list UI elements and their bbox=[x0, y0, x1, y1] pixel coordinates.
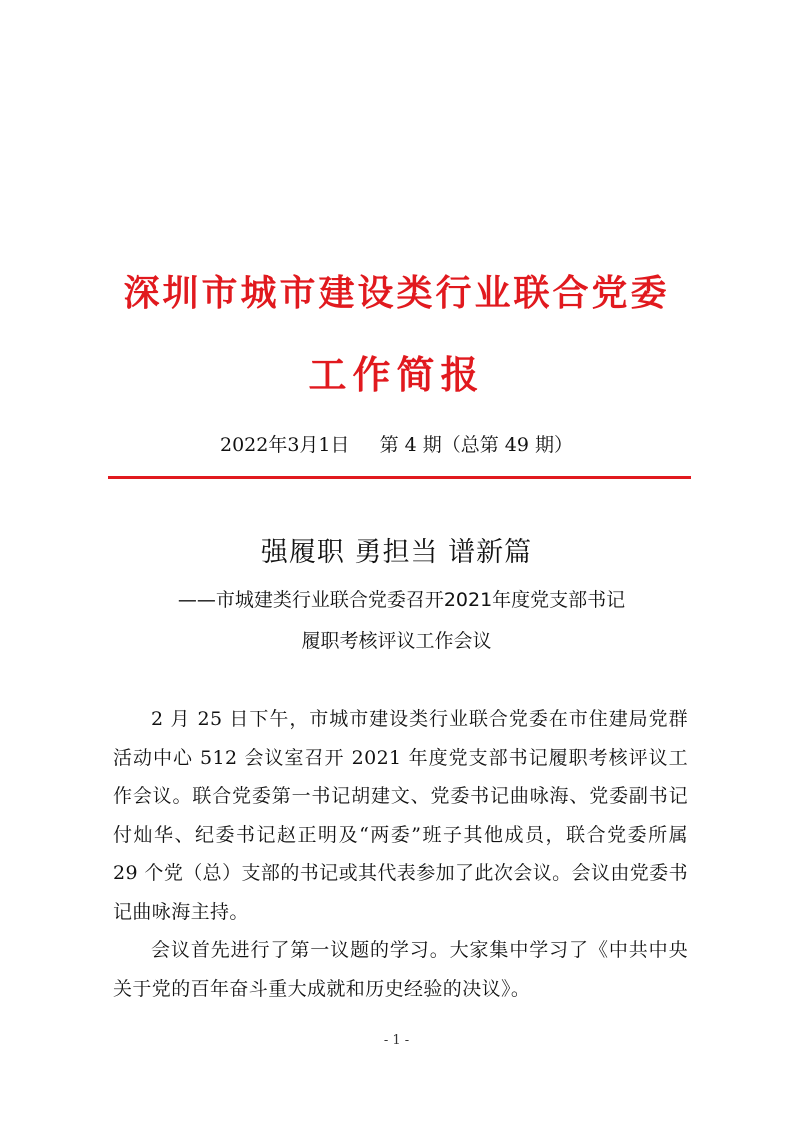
red-divider-rule bbox=[108, 476, 691, 479]
org-title: 深圳市城市建设类行业联合党委 bbox=[123, 273, 670, 314]
page-number: - 1 - bbox=[383, 1033, 410, 1048]
issue-line bbox=[0, 432, 793, 458]
bulletin-title: 工作简报 bbox=[308, 353, 485, 397]
issue-date: 2022年3月1日 bbox=[219, 434, 350, 456]
body-paragraph: 会议首先进行了第一议题的学习。大家集中学习了《中共中央关于党的百年奋斗重大成就和历史经验的决议》。 bbox=[113, 939, 688, 1000]
article-body bbox=[113, 700, 688, 1008]
article-subtitle-line-1: ——市城建类行业联合党委召开2021年度党支部书记 bbox=[177, 589, 626, 611]
article-title: 强履职 勇担当 谱新篇 bbox=[260, 537, 533, 568]
article-subtitle-line-2: 履职考核评议工作会议 bbox=[301, 630, 492, 652]
issue-number: 第 4 期（总第 49 期） bbox=[379, 434, 573, 456]
body-paragraph: 2 月 25 日下午，市城市建设类行业联合党委在市住建局党群活动中心 512 会议室召开 2021 年度党支部书记履职考核评议工作会议。联合党委第一书记胡建文、党委书记曲咏海、党委副书记付灿华、纪委书记赵正明及“两委”班子其他成员，联合党委所属 29 个党（总）支部的书记或其代表参加了此次会议。会议由党委书记曲咏海主持。 bbox=[113, 708, 688, 923]
